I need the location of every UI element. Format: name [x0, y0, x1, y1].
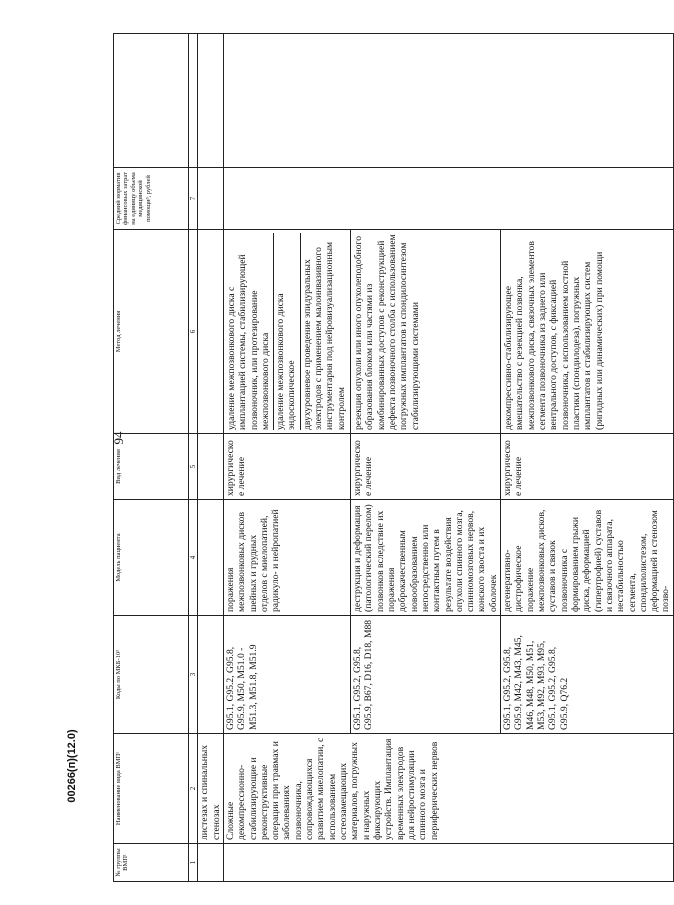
icd-codes: G95.1, G95.2, G95.8, G95.9, B67, D16, D18, M88: [351, 616, 501, 734]
table-row: [223, 34, 350, 882]
document-code: 00266(п)(12.0): [66, 729, 78, 803]
blank-cell: [198, 34, 224, 168]
column-number: 1: [189, 844, 198, 882]
treatment-method-item: двухуровневое проведение эпидуральных электродов с применением малоинвазивного инструментария под нейровизуализационным контролем: [301, 241, 347, 430]
blank-cell: [223, 844, 673, 882]
header-group-number: № группы ВМП¹: [114, 844, 189, 882]
column-number: 4: [189, 500, 198, 616]
header-cost-standard: Средний норматив финансовых затрат на единицу объема медицинской помощи³, рублей: [114, 168, 189, 230]
cost-cell: [223, 168, 673, 230]
column-number: 7: [189, 168, 198, 230]
treatment-methods: [501, 230, 674, 434]
column-number-row: [189, 34, 198, 882]
blank-cell: [198, 844, 224, 882]
rotated-table-frame: [113, 34, 672, 882]
patient-model: дегенеративно-дистрофическое поражение межпозвонковых дисков, суставов и связок позвоночника с формированием грыжи диска, деформацией (гипертрофией) суставов и связочного аппарата, нестабильностью сегмента, спондилолистезом, деформацией и стенозом позво-: [501, 500, 674, 616]
header-row: [114, 34, 189, 882]
header-treatment-method: Метод лечения: [114, 230, 189, 434]
header-treatment-type: Вид лечения: [114, 434, 189, 500]
treatment-type: хирургическое лечение: [223, 434, 350, 500]
blank-cell: [189, 34, 198, 168]
blank-cell: [198, 616, 224, 734]
blank-cell: [198, 434, 224, 500]
header-blank: [114, 34, 189, 168]
medical-care-table: [113, 33, 674, 882]
header-icd-codes: Коды по МКБ-10²: [114, 616, 189, 734]
header-patient-model: Модель пациента: [114, 500, 189, 616]
treatment-methods: [351, 230, 501, 434]
column-number: 3: [189, 616, 198, 734]
care-type-continuation: листезах и спинальных стенозах: [198, 734, 224, 844]
header-care-type: Наименование вида ВМП¹: [114, 734, 189, 844]
patient-model: деструкция и деформация (патологический перелом) позвонков вследствие их поражения доброкачественным новообразованием непосредственно или контактным путем в результате воздействия опухоли спинного мозга, спинномозговых нервов, конского хвоста и их оболочек: [351, 500, 501, 616]
page-number: 94: [111, 431, 126, 445]
column-number: 6: [189, 230, 198, 434]
patient-model: поражения межпозвонковых дисков шейных и грудных отделов с миелопатией, радикуло- и нейропатией: [223, 500, 350, 616]
treatment-type: хирургическое лечение: [501, 434, 674, 500]
icd-codes: G95.1, G95.2, G95.8, G95.9, M42, M43, M45, M46, M48, M50, M51, M53, M92, M93, M95, G95.1, G95.2, G95.8, G95.9, Q76.2: [501, 616, 674, 734]
icd-codes: G95.1, G95.2, G95.8, G95.9, M50, M51.0 - M51.3, M51.8, M51.9: [223, 616, 350, 734]
treatment-method-item: удаление межпозвонкового диска с имплантацией системы, стабилизирующей позвоночник, или протезирование межпозвонкового диска: [225, 233, 274, 430]
blank-cell: [223, 34, 673, 168]
blank-cell: [198, 500, 224, 616]
care-type-name: Сложные декомпрессионно-стабилизирующие и реконструктивные операции при травмах и заболеваниях позвоночника, сопровождающихся развитием миелопатии, с использованием остеозамещающих материалов, погружных и наружных фиксирующих устройств. Имплантация временных электродов для нейростимуляции спинного мозга и периферических нервов: [223, 734, 673, 844]
blank-cell: [198, 168, 224, 230]
treatment-methods: [223, 230, 350, 434]
treatment-method-item: декомпрессивно-стабилизирующее вмешательство с резекцией позвонка, межпозвонкового диска, связочных элементов сегмента позвоночника из заднего или вентрального доступов, с фиксацией позвоночника, с использованием костной пластики (спондилодеза), погружных имплантатов и стабилизирующих систем (ригидных или динамических) при помощи: [503, 241, 605, 430]
treatment-method-item: резекция опухоли или иного опухолеподобного образования блоком или частями из комбинированных доступов с реконструкцией дефекта позвоночного столба с использованием погружных имплантатов и спондилосинтезом стабилизирующими системами: [353, 234, 421, 430]
column-number: 2: [189, 734, 198, 844]
treatment-type: хирургическое лечение: [351, 434, 501, 500]
column-number: 5: [189, 434, 198, 500]
continuation-row: [198, 34, 224, 882]
treatment-method-item: удаление межпозвонкового диска эндоскопическое: [274, 233, 301, 430]
blank-cell: [198, 230, 224, 434]
